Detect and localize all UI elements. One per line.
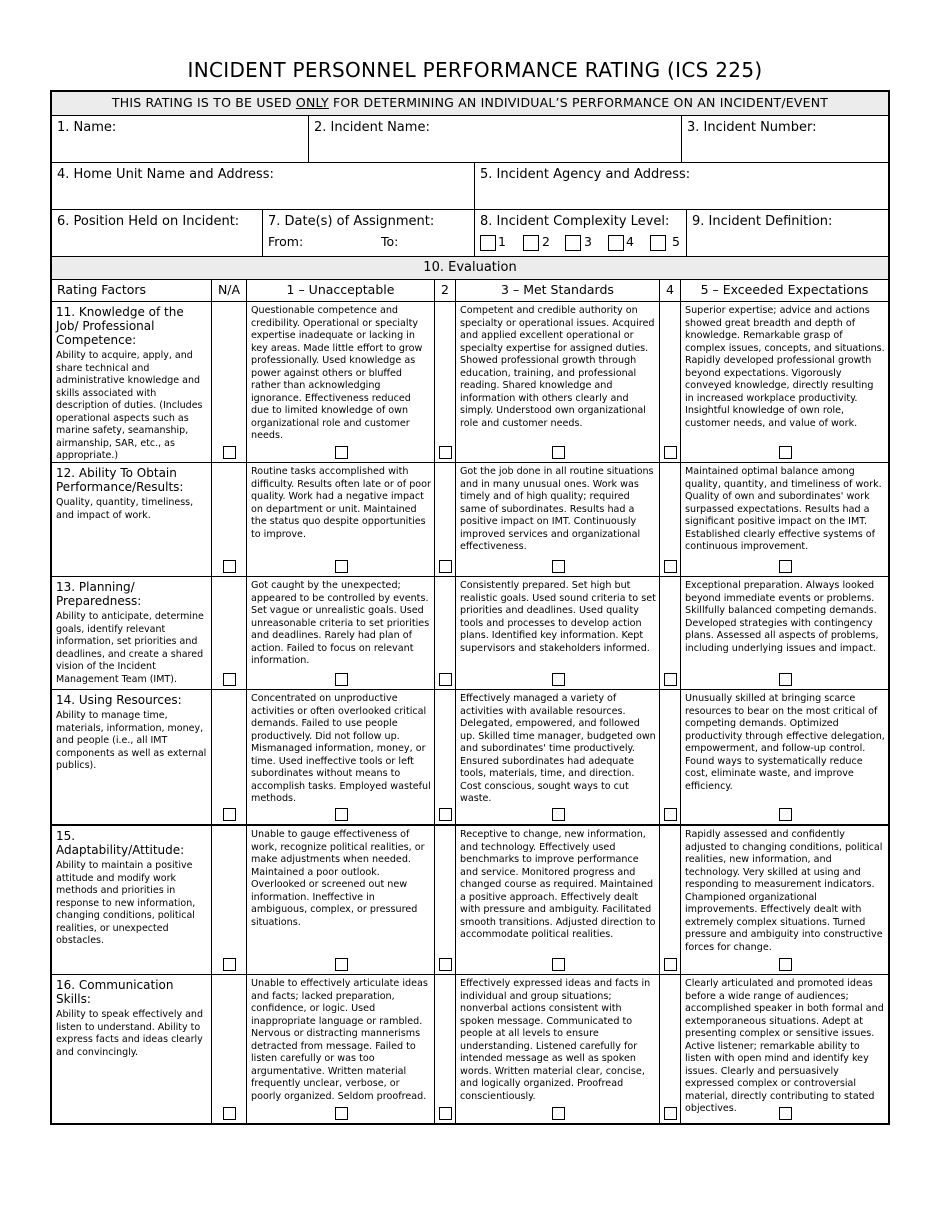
factor-row-communication	[52, 975, 888, 1123]
rating-cell-rating-3	[455, 826, 659, 974]
name-field[interactable]	[52, 116, 308, 162]
name-label: 1. Name:	[57, 120, 117, 135]
rating-cell-rating-1	[246, 826, 434, 974]
rating-cell-na	[211, 690, 246, 824]
rating-checkbox-rating-2[interactable]	[439, 560, 452, 573]
rating-checkbox-rating-4[interactable]	[664, 808, 677, 821]
complexity-3-checkbox[interactable]	[565, 235, 581, 251]
rating-checkbox-rating-3[interactable]	[552, 673, 565, 686]
rating-cell-rating-4	[659, 302, 680, 462]
rating-cell-rating-5	[680, 690, 888, 824]
factor-cell	[52, 302, 211, 462]
rating-description-unacceptable: Concentrated on unproductive activities or often overlooked critical demands. Failed to use people productively. Did not follow up. Mismanaged information, money, or time. Used ineffective tools or left subordinates without means to accomplish tasks. Employed wasteful methods.	[251, 693, 431, 804]
rating-cell-rating-2	[434, 577, 455, 689]
rating-checkbox-rating-2[interactable]	[439, 808, 452, 821]
col-2: 2	[434, 280, 455, 301]
rating-cell-rating-1	[246, 975, 434, 1123]
factor-row-planning	[52, 577, 888, 690]
factor-description: Ability to maintain a positive attitude and modify work methods and priorities in response to new information, changing conditions, political realities, or unexpected obstacles.	[56, 860, 196, 946]
complexity-label: 8. Incident Complexity Level:	[480, 214, 670, 229]
factor-cell	[52, 826, 211, 974]
rating-cell-rating-4	[659, 975, 680, 1123]
rating-checkbox-rating-1[interactable]	[335, 446, 348, 459]
rating-cell-rating-5	[680, 463, 888, 576]
col-exceeded-expectations: 5 – Exceeded Expectations	[680, 280, 888, 301]
rating-cell-rating-5	[680, 826, 888, 974]
complexity-2-checkbox[interactable]	[523, 235, 539, 251]
identification-row-1	[52, 116, 888, 163]
complexity-1-label: 1	[498, 234, 506, 249]
col-unacceptable: 1 – Unacceptable	[246, 280, 434, 301]
rating-cell-na	[211, 302, 246, 462]
rating-cell-rating-3	[455, 463, 659, 576]
rating-checkbox-na[interactable]	[223, 808, 236, 821]
col-na: N/A	[211, 280, 246, 301]
incident-name-field[interactable]	[308, 116, 681, 162]
rating-description-exceeded: Maintained optimal balance among quality, quantity, and timeliness of work. Quality of own and subordinates' work surpassed expectations. Results had a significant positive impact on the IMT. Established clearly effective systems of continuous improvement.	[685, 466, 882, 552]
rating-description-met: Consistently prepared. Set high but realistic goals. Used sound criteria to set priorities and deadlines. Used quality tools and processes to develop action plans. Identified key information. Kept supervisors and stakeholders informed.	[460, 580, 656, 654]
rating-description-exceeded: Clearly articulated and promoted ideas before a wide range of audiences; accomplished speaker in both formal and extemporaneous situations. Adept at presenting complex or sensitive issues. Active listener; remarkable ability to listen with open mind and identify key issues. Clearly and persuasively expressed complex or controversial material, directly contributing to stated objectives.	[685, 978, 884, 1114]
incident-agency-field[interactable]	[474, 163, 888, 209]
identification-row-2	[52, 163, 888, 210]
rating-checkbox-rating-3[interactable]	[552, 808, 565, 821]
rating-checkbox-rating-5[interactable]	[779, 958, 792, 971]
rating-description-met: Effectively managed a variety of activities with available resources. Delegated, empowered, and followed up. Skilled time manager, budgeted own and subordinates' time productively. Ensured subordinates had adequate tools, materials, time, and direction. Cost conscious, sought ways to cut waste.	[460, 693, 656, 804]
factor-title	[56, 978, 207, 1059]
factor-description: Quality, quantity, timeliness, and impact of work.	[56, 497, 194, 521]
evaluation-column-headers	[52, 280, 888, 302]
complexity-5-checkbox[interactable]	[650, 235, 666, 251]
factor-cell	[52, 577, 211, 689]
position-label: 6. Position Held on Incident:	[57, 214, 240, 229]
rating-checkbox-na[interactable]	[223, 1107, 236, 1120]
incident-agency-label: 5. Incident Agency and Address:	[480, 167, 691, 182]
rating-description-unacceptable: Unable to effectively articulate ideas and facts; lacked preparation, confidence, or logic. Used inappropriate language or rambled. Nervous or distracting mannerisms detracted from message. Failed to listen carefully or was too argumentative. Written material frequently unclear, verbose, or poorly organized. Seldom proofread.	[251, 978, 428, 1102]
factor-cell	[52, 975, 211, 1123]
rating-cell-rating-4	[659, 577, 680, 689]
complexity-field	[474, 210, 686, 256]
rating-cell-rating-4	[659, 690, 680, 824]
factor-title-text: 12. Ability To Obtain Performance/Results:	[56, 466, 184, 494]
usage-banner	[52, 92, 888, 116]
rating-checkbox-rating-5[interactable]	[779, 560, 792, 573]
rating-cell-rating-2	[434, 975, 455, 1123]
complexity-5-label: 5	[672, 234, 680, 249]
from-label: From:	[268, 234, 304, 249]
rating-cell-rating-5	[680, 975, 888, 1123]
factor-row-resources	[52, 690, 888, 826]
rating-cell-rating-5	[680, 302, 888, 462]
rating-cell-rating-2	[434, 463, 455, 576]
complexity-1-checkbox[interactable]	[480, 235, 496, 251]
factor-title-text: 11. Knowledge of the Job/ Professional Competence:	[56, 305, 184, 347]
factor-title-text: 15. Adaptability/Attitude:	[56, 829, 185, 857]
ics-225-form	[50, 90, 890, 1125]
rating-cell-rating-2	[434, 690, 455, 824]
rating-description-met: Receptive to change, new information, and technology. Effectively used benchmarks to improve performance and service. Monitored progress and changed course as required. Maintained a positive approach. Effectively dealt with pressure and ambiguity. Facilitated smooth transitions. Adjusted direction to accommodate political realities.	[460, 829, 656, 940]
col-4: 4	[659, 280, 680, 301]
rating-cell-rating-3	[455, 302, 659, 462]
rating-description-met: Effectively expressed ideas and facts in individual and group situations; nonverbal actions consistent with spoken message. Communicated to people at all levels to ensure understanding. Listened carefully for intended message as well as spoken words. Written material clear, concise, and logically organized. Proofread conscientiously.	[460, 978, 651, 1102]
rating-cell-rating-2	[434, 826, 455, 974]
rating-cell-rating-4	[659, 463, 680, 576]
incident-number-label: 3. Incident Number:	[687, 120, 817, 135]
col-rating-factors: Rating Factors	[57, 282, 147, 297]
complexity-2-label: 2	[542, 234, 550, 249]
factor-description: Ability to acquire, apply, and share technical and administrative knowledge and skills associated with description of duties. (Includes operational aspects such as marine safety, seamanship, airmanship, SAR, etc., as appropriate.)	[56, 350, 203, 461]
rating-cell-rating-4	[659, 826, 680, 974]
factor-title	[56, 305, 207, 463]
banner-text-pre: THIS RATING IS TO BE USED	[111, 95, 296, 110]
complexity-4-label: 4	[626, 234, 634, 249]
form-title: INCIDENT PERSONNEL PERFORMANCE RATING (ICS 225)	[187, 58, 763, 82]
rating-cell-na	[211, 826, 246, 974]
rating-cell-rating-1	[246, 577, 434, 689]
rating-description-exceeded: Unusually skilled at bringing scarce resources to bear on the most critical of competing demands. Optimized productivity through effective delegation, empowerment, and follow-up control. Found ways to systematically reduce cost, eliminate waste, and improve efficiency.	[685, 693, 885, 792]
complexity-4-checkbox[interactable]	[608, 235, 624, 251]
rating-checkbox-rating-3[interactable]	[552, 560, 565, 573]
factor-cell	[52, 463, 211, 576]
rating-cell-rating-1	[246, 690, 434, 824]
incident-number-field[interactable]	[681, 116, 888, 162]
rating-checkbox-rating-5[interactable]	[779, 808, 792, 821]
rating-checkbox-na[interactable]	[223, 446, 236, 459]
factor-description: Ability to manage time, materials, information, money, and people (i.e., all IMT components as well as external publics).	[56, 710, 207, 771]
rating-cell-rating-3	[455, 577, 659, 689]
rating-checkbox-rating-4[interactable]	[664, 958, 677, 971]
factor-title	[56, 466, 207, 522]
evaluation-heading: 10. Evaluation	[52, 257, 888, 280]
rating-checkbox-rating-1[interactable]	[335, 560, 348, 573]
rating-checkbox-rating-1[interactable]	[335, 958, 348, 971]
col-met-standards: 3 – Met Standards	[455, 280, 659, 301]
factor-title	[56, 693, 207, 773]
rating-checkbox-rating-4[interactable]	[664, 673, 677, 686]
incident-name-label: 2. Incident Name:	[314, 120, 430, 135]
to-label: To:	[381, 234, 399, 249]
rating-cell-rating-1	[246, 302, 434, 462]
rating-description-unacceptable: Questionable competence and credibility. Operational or specialty expertise inadequate or lacking in key areas. Made little effort to grow professionally. Used knowledge as power against others or bluffed rather than acknowledging ignorance. Effectiveness reduced due to limited knowledge of own organizational role and customer needs.	[251, 305, 423, 441]
rating-checkbox-na[interactable]	[223, 560, 236, 573]
rating-checkbox-rating-1[interactable]	[335, 1107, 348, 1120]
rating-checkbox-na[interactable]	[223, 673, 236, 686]
rating-checkbox-na[interactable]	[223, 958, 236, 971]
rating-description-exceeded: Rapidly assessed and confidently adjusted to changing conditions, political realities, new information, and technology. Very skilled at using and responding to measurement indicators. Championed organizational improvements. Effectively dealt with extremely complex situations. Turned pressure and ambiguity into constructive forces for change.	[685, 829, 883, 953]
rating-description-exceeded: Exceptional preparation. Always looked beyond immediate events or problems. Skillfully balanced competing demands. Developed strategies with contingency plans. Assessed all aspects of problems, including underlying issues and impact.	[685, 580, 879, 654]
banner-text-post: FOR DETERMINING AN INDIVIDUAL’S PERFORMANCE ON AN INCIDENT/EVENT	[328, 95, 829, 110]
factor-row-knowledge	[52, 302, 888, 463]
rating-checkbox-rating-2[interactable]	[439, 673, 452, 686]
rating-description-unacceptable: Got caught by the unexpected; appeared to be controlled by events. Set vague or unrealistic goals. Used unreasonable criteria to set priorities and deadlines. Rarely had plan of action. Failed to focus on relevant information.	[251, 580, 430, 666]
rating-cell-rating-2	[434, 302, 455, 462]
rating-cell-na	[211, 577, 246, 689]
factor-description: Ability to anticipate, determine goals, identify relevant information, set priorities and deadlines, and create a shared vision of the Incident Management Team (IMT).	[56, 611, 204, 685]
factor-title-text: 16. Communication Skills:	[56, 978, 174, 1006]
factor-description: Ability to speak effectively and listen to understand. Ability to express facts and ideas clearly and convincingly.	[56, 1009, 203, 1058]
rating-checkbox-rating-5[interactable]	[779, 446, 792, 459]
factor-row-performance	[52, 463, 888, 577]
factor-row-adaptability	[52, 826, 888, 975]
dates-field[interactable]	[262, 210, 474, 256]
factor-title	[56, 580, 207, 686]
rating-checkbox-rating-5[interactable]	[779, 1107, 792, 1120]
rating-checkbox-rating-3[interactable]	[552, 1107, 565, 1120]
rating-description-unacceptable: Unable to gauge effectiveness of work, recognize political realities, or make adjustments when needed. Maintained a poor outlook. Overlooked or screened out new information. Ineffective in ambiguous, complex, or pressured situations.	[251, 829, 425, 928]
rating-checkbox-rating-5[interactable]	[779, 673, 792, 686]
rating-cell-na	[211, 975, 246, 1123]
rating-description-unacceptable: Routine tasks accomplished with difficulty. Results often late or of poor quality. Work had a negative impact on department or unit. Maintained the status quo despite opportunities to improve.	[251, 466, 431, 540]
rating-cell-na	[211, 463, 246, 576]
definition-field[interactable]	[686, 210, 888, 256]
rating-description-exceeded: Superior expertise; advice and actions showed great breadth and depth of knowledge. Remarkable grasp of complex issues, concepts, and situations. Rapidly developed professional growth beyond expectations. Vigorously conveyed knowledge, directly resulting in increased workplace productivity. Insightful knowledge of own role, customer needs, and value of work.	[685, 305, 885, 429]
rating-cell-rating-3	[455, 690, 659, 824]
rating-checkbox-rating-4[interactable]	[664, 560, 677, 573]
banner-text-emphasis: ONLY	[295, 95, 329, 110]
dates-label: 7. Date(s) of Assignment:	[268, 214, 435, 229]
rating-cell-rating-1	[246, 463, 434, 576]
rating-checkbox-rating-1[interactable]	[335, 808, 348, 821]
definition-label: 9. Incident Definition:	[692, 214, 833, 229]
factor-title	[56, 829, 207, 948]
identification-row-3	[52, 210, 888, 257]
position-field[interactable]	[52, 210, 262, 256]
rating-cell-rating-3	[455, 975, 659, 1123]
rating-checkbox-rating-3[interactable]	[552, 958, 565, 971]
factor-cell	[52, 690, 211, 824]
rating-checkbox-rating-3[interactable]	[552, 446, 565, 459]
rating-checkbox-rating-4[interactable]	[664, 446, 677, 459]
rating-description-met: Got the job done in all routine situations and in many unusual ones. Work was timely and of high quality; required same of subordinates. Results had a positive impact on IMT. Continuously improved services and organizational effectiveness.	[460, 466, 654, 552]
rating-checkbox-rating-2[interactable]	[439, 1107, 452, 1120]
rating-description-met: Competent and credible authority on specialty or operational issues. Acquired and applied excellent operational or specialty expertise for assigned duties. Showed professional growth through education, training, and professional reading. Shared knowledge and information with others clearly and simply. Understood own organizational role and customer needs.	[460, 305, 655, 429]
rating-cell-rating-5	[680, 577, 888, 689]
home-unit-field[interactable]	[52, 163, 474, 209]
factor-title-text: 14. Using Resources:	[56, 693, 182, 707]
factor-title-text: 13. Planning/ Preparedness:	[56, 580, 142, 608]
rating-checkbox-rating-4[interactable]	[664, 1107, 677, 1120]
rating-checkbox-rating-2[interactable]	[439, 958, 452, 971]
rating-checkbox-rating-1[interactable]	[335, 673, 348, 686]
home-unit-label: 4. Home Unit Name and Address:	[57, 167, 274, 182]
complexity-3-label: 3	[584, 234, 592, 249]
rating-checkbox-rating-2[interactable]	[439, 446, 452, 459]
